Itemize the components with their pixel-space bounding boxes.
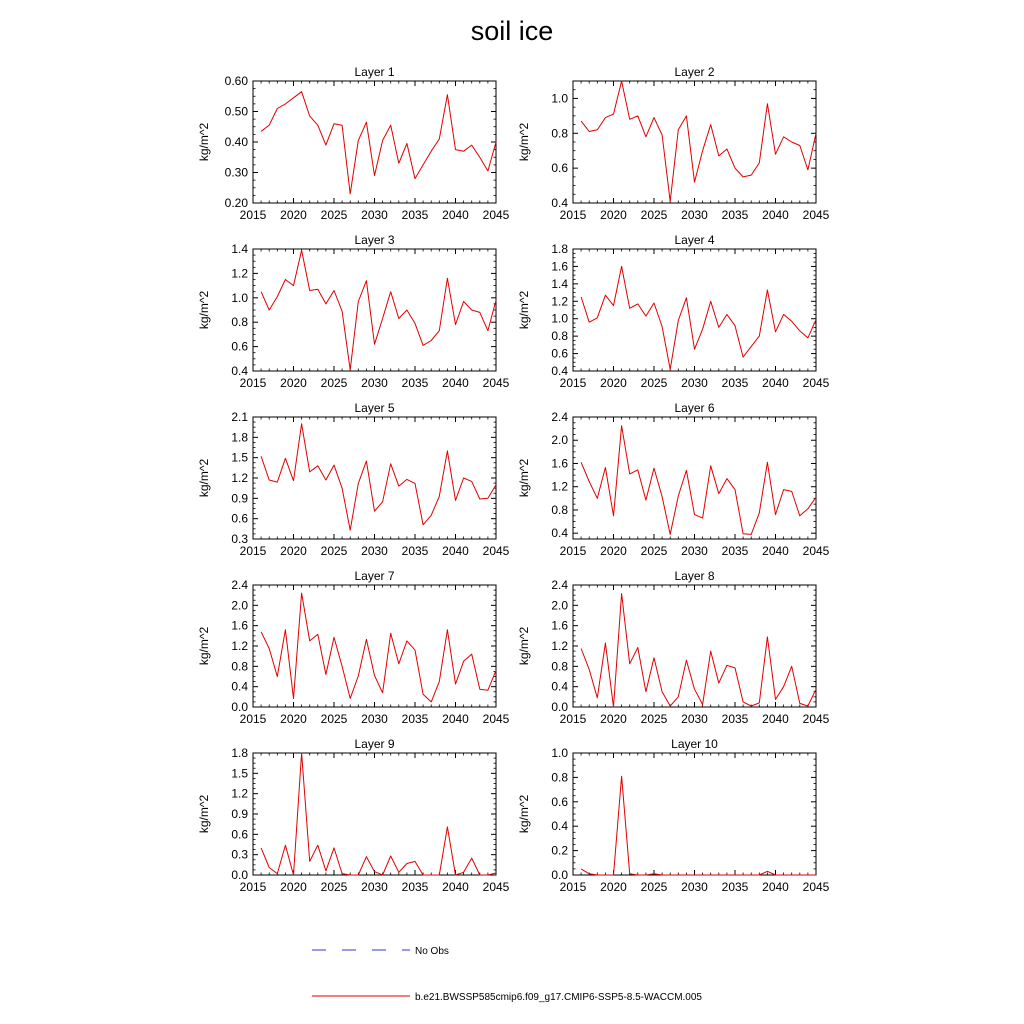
x-tick-label: 2040	[762, 376, 789, 390]
y-tick-label: 0.8	[551, 770, 568, 785]
y-axis-label: kg/m^2	[197, 458, 211, 498]
y-tick-label: 1.2	[551, 639, 568, 653]
x-tick-label: 2030	[681, 712, 708, 726]
x-tick-label: 2025	[640, 208, 668, 222]
panel-title: Layer 3	[354, 233, 395, 247]
plot-frame	[253, 81, 496, 203]
x-tick-label: 2030	[681, 880, 708, 894]
y-tick-label: 1.2	[231, 266, 248, 281]
y-tick-label: 1.0	[551, 311, 568, 326]
y-tick-label: 0.8	[551, 329, 568, 344]
chart-panel-1	[197, 65, 510, 222]
x-tick-label: 2035	[721, 208, 749, 222]
y-tick-label: 1.0	[551, 91, 568, 106]
y-tick-label: 1.0	[231, 290, 248, 305]
x-tick-label: 2020	[600, 376, 627, 390]
series-line	[581, 266, 816, 369]
x-tick-label: 2020	[280, 880, 307, 894]
y-tick-label: 0.6	[551, 346, 568, 361]
plot-frame	[573, 417, 816, 539]
y-axis-label: kg/m^2	[517, 122, 531, 162]
y-tick-label: 0.6	[231, 339, 248, 354]
x-tick-label: 2035	[721, 712, 749, 726]
y-axis-label: kg/m^2	[517, 458, 531, 498]
y-tick-label: 0.40	[224, 135, 248, 149]
series-line	[581, 426, 816, 535]
y-tick-label: 1.5	[231, 766, 248, 781]
y-tick-label: 1.0	[551, 746, 568, 760]
y-tick-label: 0.0	[231, 700, 248, 714]
chart-panel-9	[197, 737, 510, 894]
x-tick-label: 2025	[320, 376, 348, 390]
x-tick-label: 2040	[442, 712, 469, 726]
y-axis-label: kg/m^2	[517, 794, 531, 834]
x-tick-label: 2045	[482, 208, 510, 222]
x-tick-label: 2045	[802, 208, 830, 222]
x-tick-label: 2025	[320, 880, 348, 894]
y-tick-label: 0.0	[551, 868, 568, 882]
x-tick-label: 2030	[361, 712, 388, 726]
chart-panel-6	[517, 401, 830, 558]
y-tick-label: 2.0	[231, 598, 248, 613]
y-tick-label: 1.4	[551, 276, 568, 291]
plot-frame	[573, 753, 816, 875]
series-line	[261, 92, 496, 194]
x-tick-label: 2015	[239, 208, 267, 222]
y-axis-label: kg/m^2	[197, 794, 211, 834]
x-tick-label: 2045	[482, 544, 510, 558]
y-tick-label: 0.2	[551, 843, 568, 858]
x-tick-label: 2035	[401, 712, 429, 726]
y-tick-label: 0.30	[224, 165, 248, 180]
y-tick-label: 1.6	[231, 618, 248, 633]
y-tick-label: 0.6	[231, 511, 248, 526]
x-tick-label: 2030	[361, 544, 388, 558]
y-axis-label: kg/m^2	[517, 290, 531, 330]
y-axis-label: kg/m^2	[517, 626, 531, 666]
y-tick-label: 0.6	[551, 794, 568, 809]
y-tick-label: 1.2	[231, 786, 248, 801]
x-tick-label: 2035	[721, 544, 749, 558]
y-tick-label: 2.4	[551, 578, 568, 592]
y-tick-label: 1.4	[231, 242, 248, 256]
series-line	[581, 776, 816, 875]
x-tick-label: 2045	[482, 880, 510, 894]
chart-panel-2	[517, 65, 830, 222]
x-tick-label: 2020	[280, 544, 307, 558]
x-tick-label: 2030	[681, 208, 708, 222]
x-tick-label: 2015	[559, 208, 587, 222]
x-tick-label: 2040	[442, 376, 469, 390]
x-tick-label: 2035	[721, 376, 749, 390]
x-tick-label: 2030	[681, 544, 708, 558]
y-tick-label: 0.50	[224, 104, 248, 119]
x-tick-label: 2045	[802, 712, 830, 726]
x-tick-label: 2020	[600, 208, 627, 222]
x-tick-label: 2045	[482, 376, 510, 390]
y-tick-label: 1.6	[551, 456, 568, 471]
x-tick-label: 2015	[239, 712, 267, 726]
y-tick-label: 0.8	[231, 315, 248, 330]
y-tick-label: 0.4	[551, 679, 568, 694]
x-tick-label: 2020	[280, 712, 307, 726]
chart-panel-8	[517, 569, 830, 726]
y-tick-label: 1.6	[551, 618, 568, 633]
x-tick-label: 2025	[640, 376, 668, 390]
y-tick-label: 0.20	[224, 196, 248, 210]
x-tick-label: 2020	[600, 544, 627, 558]
y-tick-label: 2.4	[231, 578, 248, 592]
y-tick-label: 0.6	[231, 827, 248, 842]
x-tick-label: 2020	[600, 880, 627, 894]
page-title: soil ice	[470, 16, 554, 46]
y-tick-label: 1.6	[551, 259, 568, 274]
legend	[312, 946, 702, 1003]
x-tick-label: 2045	[802, 376, 830, 390]
x-tick-label: 2035	[401, 880, 429, 894]
x-tick-label: 2030	[681, 376, 708, 390]
chart-panel-7	[197, 569, 510, 726]
y-tick-label: 1.8	[231, 746, 248, 760]
plot-frame	[253, 753, 496, 875]
y-axis-label: kg/m^2	[197, 122, 211, 162]
x-tick-label: 2035	[401, 376, 429, 390]
panel-title: Layer 1	[354, 65, 395, 79]
legend-label-no-obs: No Obs	[415, 946, 449, 957]
y-tick-label: 1.2	[231, 471, 248, 485]
panel-title: Layer 5	[354, 401, 395, 415]
y-tick-label: 0.60	[224, 74, 248, 88]
x-tick-label: 2020	[280, 376, 307, 390]
x-tick-label: 2045	[482, 712, 510, 726]
series-line	[261, 424, 496, 530]
y-tick-label: 1.2	[231, 639, 248, 653]
panel-title: Layer 7	[354, 569, 395, 583]
series-line	[261, 250, 496, 370]
x-tick-label: 2025	[320, 544, 348, 558]
legend-label-model: b.e21.BWSSP585cmip6.f09_g17.CMIP6-SSP5-8.5-WACCM.005	[415, 992, 702, 1003]
y-tick-label: 0.6	[551, 161, 568, 176]
x-tick-label: 2025	[640, 712, 668, 726]
panel-title: Layer 6	[674, 401, 715, 415]
x-tick-label: 2020	[600, 712, 627, 726]
x-tick-label: 2025	[640, 544, 668, 558]
y-tick-label: 0.4	[231, 364, 248, 378]
x-tick-label: 2035	[401, 544, 429, 558]
x-tick-label: 2045	[802, 880, 830, 894]
y-tick-label: 0.3	[231, 847, 248, 862]
series-line	[261, 593, 496, 702]
x-tick-label: 2045	[802, 544, 830, 558]
x-tick-label: 2040	[762, 544, 789, 558]
chart-panel-10	[517, 737, 830, 894]
plot-frame	[253, 417, 496, 539]
plot-frame	[573, 249, 816, 371]
plot-frame	[253, 249, 496, 371]
y-tick-label: 2.4	[551, 410, 568, 424]
x-tick-label: 2035	[721, 880, 749, 894]
y-tick-label: 2.1	[231, 410, 248, 424]
plot-frame	[573, 81, 816, 203]
y-tick-label: 0.4	[551, 364, 568, 378]
x-tick-label: 2015	[239, 880, 267, 894]
y-tick-label: 0.4	[551, 819, 568, 834]
x-tick-label: 2015	[559, 376, 587, 390]
y-tick-label: 0.4	[551, 526, 568, 541]
panel-title: Layer 8	[674, 569, 715, 583]
series-line	[581, 594, 816, 707]
panel-title: Layer 9	[354, 737, 395, 751]
chart-panel-3	[197, 233, 510, 390]
x-tick-label: 2040	[442, 880, 469, 894]
y-tick-label: 0.8	[551, 502, 568, 517]
x-tick-label: 2015	[239, 544, 267, 558]
y-tick-label: 1.8	[231, 430, 248, 445]
x-tick-label: 2035	[401, 208, 429, 222]
x-tick-label: 2040	[442, 208, 469, 222]
y-tick-label: 0.4	[551, 196, 568, 210]
y-tick-label: 0.0	[551, 700, 568, 714]
x-tick-label: 2025	[640, 880, 668, 894]
series-line	[261, 753, 496, 875]
panel-title: Layer 4	[674, 233, 715, 247]
x-tick-label: 2015	[559, 712, 587, 726]
x-tick-label: 2020	[280, 208, 307, 222]
y-tick-label: 0.9	[231, 807, 248, 821]
x-tick-label: 2015	[559, 544, 587, 558]
y-tick-label: 0.8	[231, 659, 248, 674]
x-tick-label: 2030	[361, 208, 388, 222]
panel-title: Layer 10	[671, 737, 718, 751]
x-tick-label: 2040	[762, 208, 789, 222]
y-tick-label: 0.8	[551, 126, 568, 141]
x-tick-label: 2025	[320, 712, 348, 726]
y-tick-label: 2.0	[551, 598, 568, 613]
x-tick-label: 2030	[361, 376, 388, 390]
y-tick-label: 0.8	[551, 659, 568, 674]
y-axis-label: kg/m^2	[197, 290, 211, 330]
y-tick-label: 0.4	[231, 679, 248, 694]
plot-frame	[253, 585, 496, 707]
y-tick-label: 0.3	[231, 532, 248, 546]
chart-panel-5	[197, 401, 510, 558]
panel-title: Layer 2	[674, 65, 715, 79]
y-tick-label: 0.0	[231, 868, 248, 882]
x-tick-label: 2040	[762, 880, 789, 894]
x-tick-label: 2025	[320, 208, 348, 222]
y-tick-label: 2.0	[551, 433, 568, 448]
y-tick-label: 1.2	[551, 294, 568, 309]
y-tick-label: 0.9	[231, 491, 248, 506]
y-tick-label: 1.2	[551, 479, 568, 494]
x-tick-label: 2030	[361, 880, 388, 894]
chart-panel-4	[517, 233, 830, 390]
x-tick-label: 2015	[559, 880, 587, 894]
series-line	[581, 81, 816, 201]
y-tick-label: 1.8	[551, 242, 568, 256]
x-tick-label: 2040	[442, 544, 469, 558]
x-tick-label: 2040	[762, 712, 789, 726]
y-tick-label: 1.5	[231, 450, 248, 465]
x-tick-label: 2015	[239, 376, 267, 390]
y-axis-label: kg/m^2	[197, 626, 211, 666]
